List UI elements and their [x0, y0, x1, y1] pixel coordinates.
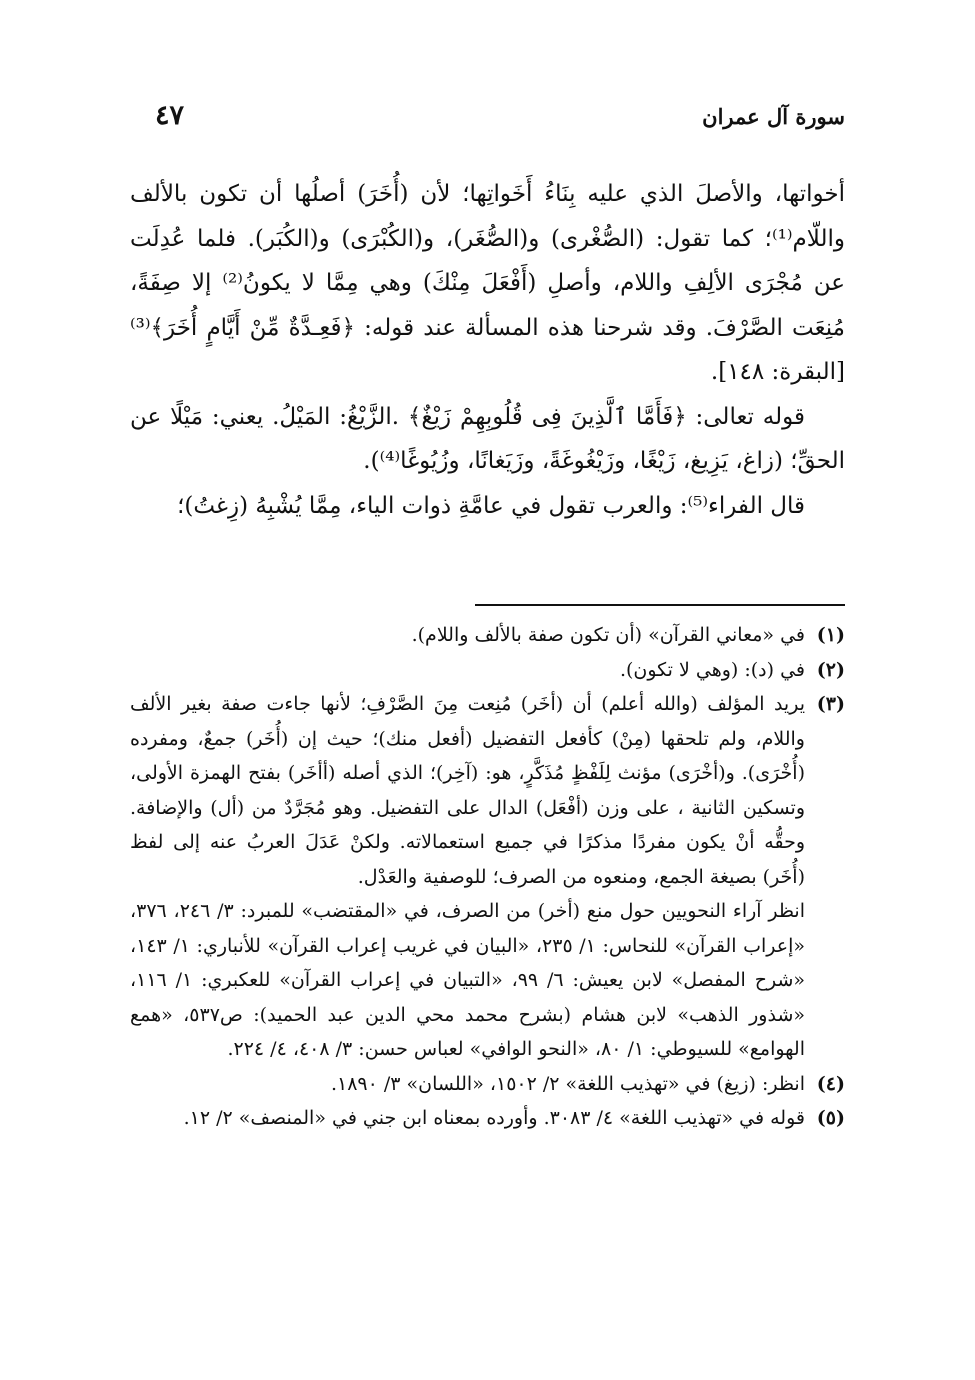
footnote-text: قوله في «تهذيب اللغة» ٤/ ٣٠٨٣. وأورده بمعناه ابن جني في «المنصف» ٢/ ١٢.	[183, 1107, 805, 1129]
footnote-number: (٢)	[816, 658, 845, 681]
footnote	[130, 653, 845, 688]
footnote-number: (١)	[816, 624, 845, 646]
footnotes	[130, 618, 845, 1136]
footnote	[130, 618, 845, 653]
paragraph: أخواتها، والأصلَ الذي عليه بِنَاءُ أَخَواتِها؛ لأن (أُخَرَ) أصلُها أن تكون بالألف واللّام⁽¹⁾؛ كما تقول: (الصُّغْرى) و(الصُّغَر)، و(الكُبْرَى) و(الكُبَر). فلما عُدِلَت عن مُجْرَى الألِفِ واللام، وأصلِ (أَفْعَلَ مِنْكَ) وهي مِمَّا لا يكونُ⁽²⁾ إلا صِفَةً، مُنِعَت الصَّرْفَ. وقد شرحنا هذه المسألة عند قوله: ﴿فَعِـدَّةٌ مِّنْ أَيَّامٍ أُخَرَ﴾⁽³⁾ [البقرة: ١٤٨].	[130, 181, 845, 385]
footnote-number: (٤)	[816, 1072, 845, 1095]
footnote-number: (٥)	[816, 1107, 845, 1129]
footnote-text: في (د): (وهي لا تكون).	[619, 658, 805, 681]
footnote	[130, 1101, 845, 1136]
footnote-divider	[475, 604, 845, 606]
paragraph: قال الفراء⁽⁵⁾: والعرب تقول في عامَّةِ ذوات الياء، مِمَّا يُشْبِهُ (زِغتُ)؛	[177, 492, 805, 519]
main-text	[130, 172, 845, 528]
footnote-continuation: انظر آراء النحويين حول منع (أخر) من الصرف، في «المقتضب» للمبرد: ٣/ ٢٤٦، ٣٧٦، «إعراب القرآن» للنحاس: ١/ ٢٣٥، «البيان في غريب إعراب القرآن» للأنباري: ١/ ١٤٣، «شرح المفصل» لابن يعيش: ٦/ ٩٩، «التبيان في إعراب القرآن» للعكبري: ١/ ١١٦، «شذور الذهب» لابن هشام (بشرح محمد محي الدين عبد الحميد): ص٥٣٧، «همع الهوامع» للسيوطي: ١/ ٨٠، «النحو الوافي» لعباس حسن: ٣/ ٤٠٨، ٤/ ٢٢٤.	[130, 900, 805, 1060]
footnote-text: في «معاني القرآن» (أن تكون صفة بالألف واللام).	[411, 624, 805, 646]
surah-title: سورة آل عمران	[702, 104, 845, 129]
footnote-text: يريد المؤلف (والله أعلم) أن (أخَر) مُنِعت مِنَ الصَّرْفِ؛ لأنها جاءت صفة بغير الألف واللام، ولم تلحقها (مِنْ) كأفعل التفضيل (أفعل منك)؛ حيث إن (أُخَر) جمعٌ، ومفرده (أُخْرَى). و(أخْرَى) مؤنث لِلَفْظٍ مُذَكَّرٍ، هو: (آخِر)؛ الذي أصله (أأخَر) بفتح الهمزة الأولى، وتسكين الثانية ، على وزن (أفْعَل) الدال على التفضيل. وهو مُجَرَّدٌ من (أل) والإضافة. وحقُّه أنْ يكون مفردًا مذكرًا في جميع استعمالاته. ولكنْ عَدَلَ العربُ عنه إلى لفظ (أُخَر) بصيغة الجمع، ومنعوه من الصرف؛ للوصفية والعَدْل.	[130, 693, 805, 888]
footnote-text: انظر: (زيغ) في «تهذيب اللغة» ٢/ ١٥٠٢، «اللسان» ٣/ ١٨٩٠.	[330, 1072, 805, 1095]
page-number: ٤٧	[155, 100, 185, 131]
paragraph: قوله تعالى: ﴿فَأَمَّا ٱلَّذِينَ فِى قُلُوبِهِمْ زَيْغٌ﴾ .الزَّيْغُ: المَيْلُ. يعني: مَيْلًا عن الحقِّ؛ (زاغ، يَزِيغ، زَيْغًا، وزَيْغُوغَةً، وزَيَغانًا، وزُيُوغًا⁽⁴⁾).	[130, 403, 845, 474]
page-header	[155, 100, 845, 140]
footnote-number: (٣)	[816, 693, 845, 715]
footnote	[130, 687, 845, 894]
footnote	[130, 1067, 845, 1102]
